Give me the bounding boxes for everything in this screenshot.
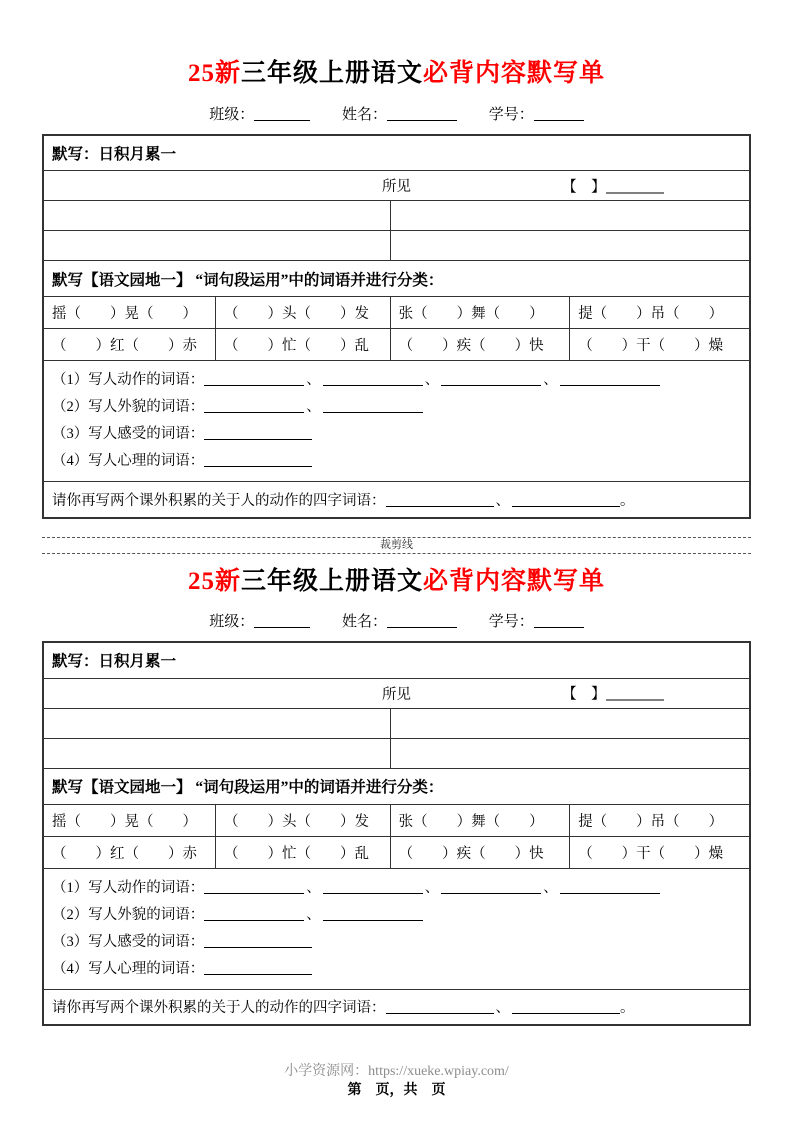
dictation-write-cell — [390, 708, 750, 738]
extra-words-row — [43, 989, 750, 1025]
section1-header: 默写：日积月累一 — [43, 642, 750, 678]
poem-title: 所见 — [382, 179, 411, 195]
answer-blank — [560, 880, 660, 894]
word-fill-cell: （ ）疾（ ）快 — [390, 329, 570, 361]
list-comma: 、 — [495, 1000, 510, 1017]
list-comma: 、 — [424, 879, 440, 896]
word-fill-cell: 张（ ）舞（ ） — [390, 804, 570, 836]
title-grade-subject: 三年级上册语文 — [240, 567, 423, 595]
class-field — [209, 107, 310, 123]
answer-blank — [441, 372, 541, 386]
worksheet-copy-2 — [42, 554, 751, 1027]
section2-header: 默写【语文园地一】 “词句段运用”中的词语并进行分类： — [43, 261, 750, 297]
dictation-write-cell — [390, 231, 750, 261]
poem-title-row — [43, 171, 750, 201]
question-label: （1）写人动作的词语： — [52, 879, 205, 896]
question-label: （2）写人外貌的词语： — [52, 906, 205, 923]
word-fill-cell: （ ）头（ ）发 — [216, 804, 391, 836]
student-id-field — [489, 107, 584, 123]
cut-line-area — [42, 537, 751, 554]
list-comma: 、 — [306, 399, 321, 415]
question-label: （1）写人动作的词语： — [52, 372, 205, 388]
dictation-write-cell — [43, 231, 390, 261]
worksheet-copy-1 — [42, 0, 751, 519]
list-comma: 、 — [543, 879, 558, 896]
answer-blank — [323, 880, 423, 894]
word-fill-cell: 提（ ）吊（ ） — [570, 804, 750, 836]
extra-words-row — [43, 482, 750, 518]
student-info-row — [42, 610, 751, 631]
word-fill-cell: 提（ ）吊（ ） — [570, 297, 750, 329]
class-label: 班级： — [209, 106, 255, 123]
dictation-write-cell — [43, 201, 390, 231]
page-footer — [0, 1063, 793, 1100]
word-fill-cell: （ ）头（ ）发 — [216, 297, 391, 329]
student-id-label: 学号： — [488, 106, 534, 123]
question-line — [52, 421, 741, 448]
answer-blank — [386, 493, 494, 507]
word-fill-cell: （ ）红（ ）赤 — [43, 836, 216, 868]
title-suffix: 必背内容默写单 — [423, 567, 606, 595]
question-line — [52, 875, 741, 902]
answer-blank — [323, 907, 423, 921]
poem-author-field — [562, 683, 664, 704]
answer-blank — [204, 880, 304, 894]
cut-line-label: 裁剪线 — [380, 538, 413, 551]
answer-blank — [323, 372, 423, 386]
dictation-write-cell — [390, 201, 750, 231]
answer-blank — [204, 961, 312, 975]
answer-blank — [204, 426, 312, 440]
question-line — [52, 394, 741, 421]
answer-blank — [204, 372, 304, 386]
answer-blank — [204, 399, 304, 413]
footer-site-url: 小学资源网：https://xueke.wpiay.com/ — [284, 1064, 509, 1079]
section1-header: 默写：日积月累一 — [43, 135, 750, 171]
name-field — [342, 107, 457, 123]
extra-words-label: 请你再写两个课外积累的关于人的动作的四字词语： — [52, 1000, 386, 1017]
title-prefix: 25新 — [187, 60, 241, 87]
word-fill-cell: （ ）干（ ）燥 — [570, 836, 750, 868]
class-blank — [254, 107, 310, 121]
answer-blank — [441, 880, 541, 894]
word-fill-cell: （ ）干（ ）燥 — [570, 329, 750, 361]
student-id-blank — [534, 614, 584, 628]
poem-title: 所见 — [382, 686, 411, 703]
answer-blank — [386, 1000, 494, 1014]
list-comma: 、 — [306, 906, 321, 923]
name-blank — [387, 614, 457, 628]
dictation-table — [42, 134, 751, 519]
student-id-blank — [534, 107, 584, 121]
title-suffix: 必背内容默写单 — [423, 60, 606, 87]
class-blank — [254, 614, 310, 628]
class-label: 班级： — [209, 614, 255, 630]
word-fill-cell: 摇（ ）晃（ ） — [43, 297, 216, 329]
period-mark: 。 — [620, 1000, 635, 1017]
dictation-write-cell — [43, 708, 390, 738]
list-comma: 、 — [543, 372, 558, 388]
list-comma: 、 — [306, 879, 321, 896]
extra-words-label: 请你再写两个课外积累的关于人的动作的四字词语： — [52, 492, 386, 509]
section2-header: 默写【语文园地一】 “词句段运用”中的词语并进行分类： — [43, 768, 750, 804]
question-line — [52, 929, 741, 956]
answer-blank — [512, 493, 620, 507]
word-fill-cell: 张（ ）舞（ ） — [390, 297, 570, 329]
poem-author-field — [562, 175, 664, 196]
worksheet-title — [42, 0, 751, 91]
student-id-label: 学号： — [488, 614, 534, 630]
word-fill-cell: 摇（ ）晃（ ） — [43, 804, 216, 836]
name-field — [342, 614, 457, 630]
title-grade-subject: 三年级上册语文 — [240, 60, 423, 87]
word-fill-cell: （ ）疾（ ）快 — [390, 836, 570, 868]
answer-blank — [560, 372, 660, 386]
word-fill-cell: （ ）忙（ ）乱 — [216, 836, 391, 868]
answer-blank — [512, 1000, 620, 1014]
dynasty-bracket: 【 】 — [562, 179, 606, 195]
worksheet-title — [42, 554, 751, 599]
dictation-write-cell — [390, 738, 750, 768]
classification-questions-cell — [43, 361, 750, 482]
answer-blank — [204, 453, 312, 467]
question-line — [52, 956, 741, 983]
class-field — [209, 614, 310, 630]
author-blank — [606, 179, 664, 193]
student-info-row — [42, 103, 751, 124]
answer-blank — [323, 399, 423, 413]
word-fill-cell: （ ）红（ ）赤 — [43, 329, 216, 361]
name-blank — [387, 107, 457, 121]
question-line — [52, 367, 741, 394]
word-fill-cell: （ ）忙（ ）乱 — [216, 329, 391, 361]
question-label: （3）写人感受的词语： — [52, 933, 205, 950]
poem-title-row — [43, 678, 750, 708]
dynasty-bracket: 【 】 — [562, 686, 606, 703]
question-line — [52, 448, 741, 475]
name-label: 姓名： — [341, 106, 387, 123]
period-mark: 。 — [620, 492, 635, 509]
answer-blank — [204, 907, 304, 921]
name-label: 姓名： — [341, 614, 387, 630]
student-id-field — [489, 614, 584, 630]
question-label: （3）写人感受的词语： — [52, 426, 205, 442]
answer-blank — [204, 934, 312, 948]
dictation-write-cell — [43, 738, 390, 768]
list-comma: 、 — [424, 372, 440, 388]
title-prefix: 25新 — [187, 567, 241, 595]
footer-page-number: 第 页，共 页 — [347, 1083, 446, 1098]
question-label: （4）写人心理的词语： — [52, 453, 205, 469]
question-label: （4）写人心理的词语： — [52, 960, 205, 977]
question-label: （2）写人外貌的词语： — [52, 399, 205, 415]
classification-questions-cell — [43, 868, 750, 989]
list-comma: 、 — [495, 492, 510, 509]
list-comma: 、 — [306, 372, 321, 388]
dictation-table — [42, 641, 751, 1026]
question-line — [52, 902, 741, 929]
author-blank — [606, 687, 664, 701]
